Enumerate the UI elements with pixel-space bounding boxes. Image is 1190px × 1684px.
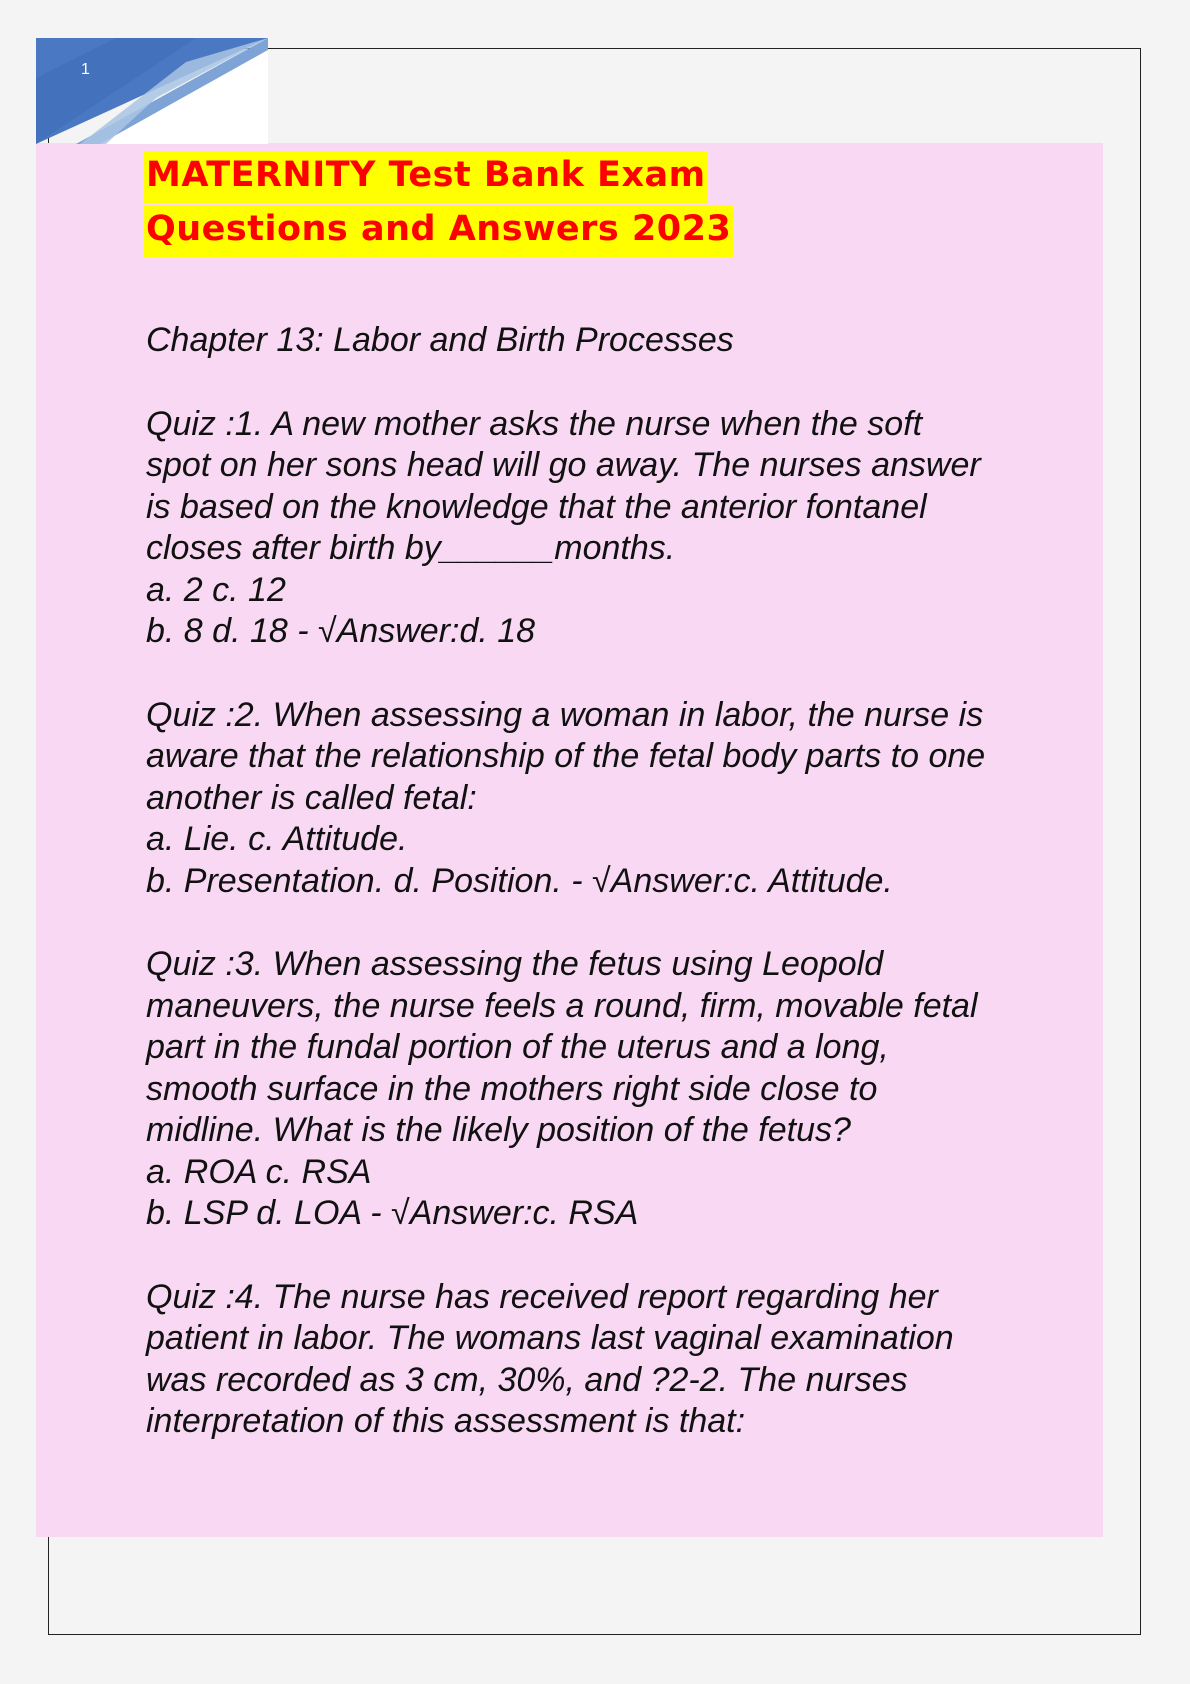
quiz-line: Quiz :4. The nurse has received report regarding her: [146, 1277, 938, 1316]
quiz-line: interpretation of this assessment is that:: [146, 1402, 746, 1440]
quiz-option-answer: b. 8 d. 18 - √Answer:d. 18: [146, 612, 536, 650]
quiz-item: [146, 404, 1076, 653]
quiz-line: Quiz :1. A new mother asks the nurse when the soft: [146, 404, 923, 443]
quiz-item: [146, 1277, 1076, 1443]
quiz-line: Quiz :3. When assessing the fetus using Leopold: [146, 945, 884, 983]
quiz-item: [146, 695, 1076, 903]
quiz-line: another is called fetal:: [146, 778, 477, 817]
quiz-line: smooth surface in the mothers right side close to: [146, 1069, 878, 1108]
document-body: [146, 320, 1076, 1485]
quiz-option: a. ROA c. RSA: [146, 1152, 372, 1191]
quiz-line: aware that the relationship of the fetal body parts to one: [146, 737, 986, 775]
title-line-2: Questions and Answers 2023: [144, 205, 733, 257]
quiz-line: spot on her sons head will go away. The nurses answer: [146, 446, 981, 484]
corner-decoration: [36, 38, 268, 144]
quiz-option: a. 2 c. 12: [146, 570, 286, 609]
chapter-heading: Chapter 13: Labor and Birth Processes: [146, 321, 734, 359]
quiz-line: maneuvers, the nurse feels a round, firm, movable fetal: [146, 986, 978, 1025]
quiz-line: part in the fundal portion of the uterus and a long,: [146, 1028, 889, 1066]
quiz-line: was recorded as 3 cm, 30%, and ?2-2. The nurses: [146, 1360, 908, 1399]
quiz-option-answer: b. Presentation. d. Position. - √Answer:c. Attitude.: [146, 861, 893, 900]
page-number: 1: [81, 61, 90, 78]
quiz-line: Quiz :2. When assessing a woman in labor, the nurse is: [146, 695, 984, 734]
quiz-option-answer: b. LSP d. LOA - √Answer:c. RSA: [146, 1194, 639, 1232]
quiz-line: patient in labor. The womans last vaginal examination: [146, 1319, 954, 1357]
quiz-line: midline. What is the likely position of the fetus?: [146, 1111, 851, 1149]
quiz-line: closes after birth by______months.: [146, 529, 676, 567]
quiz-item: [146, 944, 1076, 1235]
quiz-line: is based on the knowledge that the anterior fontanel: [146, 487, 927, 526]
quiz-option: a. Lie. c. Attitude.: [146, 820, 408, 858]
document-title: [144, 151, 733, 259]
title-line-1: MATERNITY Test Bank Exam: [144, 151, 708, 203]
